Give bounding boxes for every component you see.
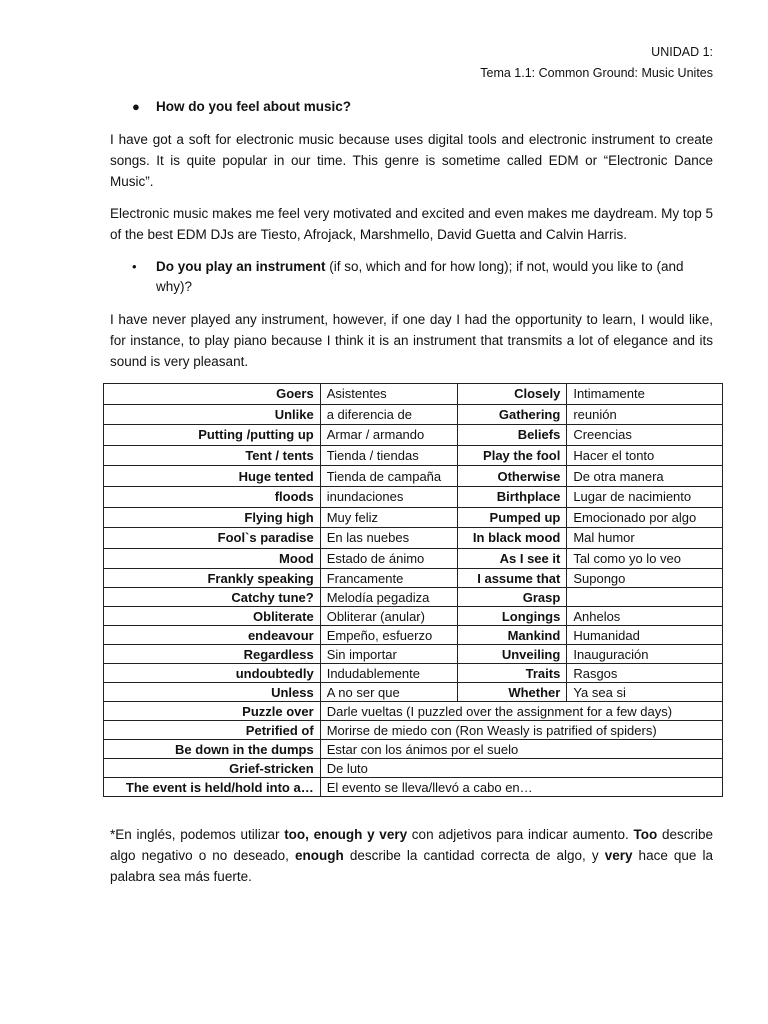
note-text: *En inglés, podemos utilizar xyxy=(110,827,285,842)
table-row xyxy=(104,404,723,425)
spanish-translation: reunión xyxy=(567,404,723,425)
topic-label: Tema 1.1: Common Ground: Music Unites xyxy=(480,66,713,80)
spanish-translation: Estar con los ánimos por el suelo xyxy=(320,740,722,759)
spanish-translation: Muy feliz xyxy=(320,507,457,528)
spanish-translation: Tal como yo lo veo xyxy=(567,548,723,569)
english-term: Gathering xyxy=(457,404,567,425)
english-term: As I see it xyxy=(457,548,567,569)
spanish-translation: De otra manera xyxy=(567,466,723,487)
table-row xyxy=(104,759,723,778)
question-1 xyxy=(110,97,713,117)
spanish-translation: Asistentes xyxy=(320,384,457,405)
english-term: Mankind xyxy=(457,626,567,645)
paragraph-1: I have got a soft for electronic music because uses digital tools and electronic instrument to create songs. It is quite popular in our time. This genre is sometime called EDM or “Electronic Dance Music”. xyxy=(110,132,713,189)
table-row xyxy=(104,548,723,569)
english-term: Birthplace xyxy=(457,486,567,507)
english-term: I assume that xyxy=(457,569,567,588)
note-text: con adjetivos para indicar aumento. xyxy=(407,827,634,842)
english-term: Putting /putting up xyxy=(104,425,321,446)
spanish-translation: Sin importar xyxy=(320,645,457,664)
english-term: Grief-stricken xyxy=(104,759,321,778)
spanish-translation: Lugar de nacimiento xyxy=(567,486,723,507)
spanish-translation: A no ser que xyxy=(320,683,457,702)
english-term: Puzzle over xyxy=(104,702,321,721)
note-text: hace que la palabra sea más fuerte. xyxy=(110,848,714,884)
vocabulary-table-body xyxy=(104,384,723,797)
english-term: Beliefs xyxy=(457,425,567,446)
spanish-translation: Melodía pegadiza xyxy=(320,588,457,607)
paragraph-2: Electronic music makes me feel very motivated and excited and even makes me daydream. My top 5 of the best EDM DJs are Tiesto, Afrojack, Marshmello, David Guetta and Calvin Harris. xyxy=(110,206,713,242)
spanish-translation: Humanidad xyxy=(567,626,723,645)
question-2-rest: (if so, which and for how long); if not, would you like to (and why)? xyxy=(156,259,684,294)
english-term: endeavour xyxy=(104,626,321,645)
english-term: Whether xyxy=(457,683,567,702)
spanish-translation: Darle vueltas (I puzzled over the assignment for a few days) xyxy=(320,702,722,721)
table-row xyxy=(104,466,723,487)
english-term: Longings xyxy=(457,607,567,626)
spanish-translation: Obliterar (anular) xyxy=(320,607,457,626)
english-term: Fool`s paradise xyxy=(104,528,321,549)
vocabulary-table xyxy=(103,383,723,797)
question-2 xyxy=(110,257,713,297)
english-term: Tent / tents xyxy=(104,445,321,466)
table-row xyxy=(104,702,723,721)
table-row xyxy=(104,507,723,528)
spanish-translation: Ya sea si xyxy=(567,683,723,702)
spanish-translation: De luto xyxy=(320,759,722,778)
english-term: Regardless xyxy=(104,645,321,664)
note-bold: enough xyxy=(295,848,344,863)
table-row xyxy=(104,384,723,405)
note-bold: very xyxy=(604,848,633,863)
english-term: Flying high xyxy=(104,507,321,528)
english-term: floods xyxy=(104,486,321,507)
spanish-translation: inundaciones xyxy=(320,486,457,507)
english-term: Obliterate xyxy=(104,607,321,626)
table-row xyxy=(104,528,723,549)
spanish-translation: El evento se lleva/llevó a cabo en… xyxy=(320,778,722,797)
note-text: describe la cantidad correcta de algo, y xyxy=(343,848,605,863)
english-term: Unveiling xyxy=(457,645,567,664)
paragraph-3: I have never played any instrument, however, if one day I had the opportunity to learn, I would like, for instance, to play piano because I think it is an instrument that transmits a lot of elegance and its sound is very pleasant. xyxy=(110,312,713,369)
table-row xyxy=(104,445,723,466)
question-2-bold: Do you play an instrument xyxy=(156,259,326,274)
spanish-translation: Morirse de miedo con (Ron Weasly is patrified of spiders) xyxy=(320,721,722,740)
english-term: Frankly speaking xyxy=(104,569,321,588)
english-term: Play the fool xyxy=(457,445,567,466)
english-term: Traits xyxy=(457,664,567,683)
spanish-translation: Indudablemente xyxy=(320,664,457,683)
table-row xyxy=(104,569,723,588)
unit-label: UNIDAD 1: xyxy=(651,45,713,59)
english-term: Grasp xyxy=(457,588,567,607)
english-term: Otherwise xyxy=(457,466,567,487)
spanish-translation: Hacer el tonto xyxy=(567,445,723,466)
note-text: describe algo negativo o no deseado, xyxy=(110,827,713,863)
english-term: Unless xyxy=(104,683,321,702)
table-row xyxy=(104,664,723,683)
spanish-translation xyxy=(567,588,723,607)
english-term: The event is held/hold into a… xyxy=(104,778,321,797)
document-header xyxy=(480,42,713,84)
spanish-translation: Empeño, esfuerzo xyxy=(320,626,457,645)
english-term: Goers xyxy=(104,384,321,405)
question-1-text: How do you feel about music? xyxy=(156,99,352,114)
english-term: Mood xyxy=(104,548,321,569)
english-term: Huge tented xyxy=(104,466,321,487)
table-row xyxy=(104,683,723,702)
spanish-translation: Rasgos xyxy=(567,664,723,683)
table-row xyxy=(104,626,723,645)
spanish-translation: Estado de ánimo xyxy=(320,548,457,569)
bullet-icon: • xyxy=(132,259,137,274)
spanish-translation: a diferencia de xyxy=(320,404,457,425)
spanish-translation: Mal humor xyxy=(567,528,723,549)
table-row xyxy=(104,425,723,446)
bullet-icon: ● xyxy=(132,99,140,114)
spanish-translation: Armar / armando xyxy=(320,425,457,446)
spanish-translation: Tienda / tiendas xyxy=(320,445,457,466)
table-row xyxy=(104,721,723,740)
spanish-translation: Creencias xyxy=(567,425,723,446)
spanish-translation: Anhelos xyxy=(567,607,723,626)
english-term: In black mood xyxy=(457,528,567,549)
english-term: Be down in the dumps xyxy=(104,740,321,759)
grammar-note xyxy=(110,824,713,887)
english-term: Unlike xyxy=(104,404,321,425)
english-term: Pumped up xyxy=(457,507,567,528)
spanish-translation: Intimamente xyxy=(567,384,723,405)
table-row xyxy=(104,607,723,626)
note-bold: too, enough y very xyxy=(284,827,408,842)
table-row xyxy=(104,740,723,759)
english-term: Petrified of xyxy=(104,721,321,740)
table-row xyxy=(104,645,723,664)
spanish-translation: Tienda de campaña xyxy=(320,466,457,487)
table-row xyxy=(104,778,723,797)
spanish-translation: Emocionado por algo xyxy=(567,507,723,528)
english-term: undoubtedly xyxy=(104,664,321,683)
spanish-translation: En las nuebes xyxy=(320,528,457,549)
spanish-translation: Supongo xyxy=(567,569,723,588)
spanish-translation: Francamente xyxy=(320,569,457,588)
spanish-translation: Inauguración xyxy=(567,645,723,664)
note-bold: Too xyxy=(633,827,658,842)
english-term: Closely xyxy=(457,384,567,405)
table-row xyxy=(104,588,723,607)
english-term: Catchy tune? xyxy=(104,588,321,607)
table-row xyxy=(104,486,723,507)
